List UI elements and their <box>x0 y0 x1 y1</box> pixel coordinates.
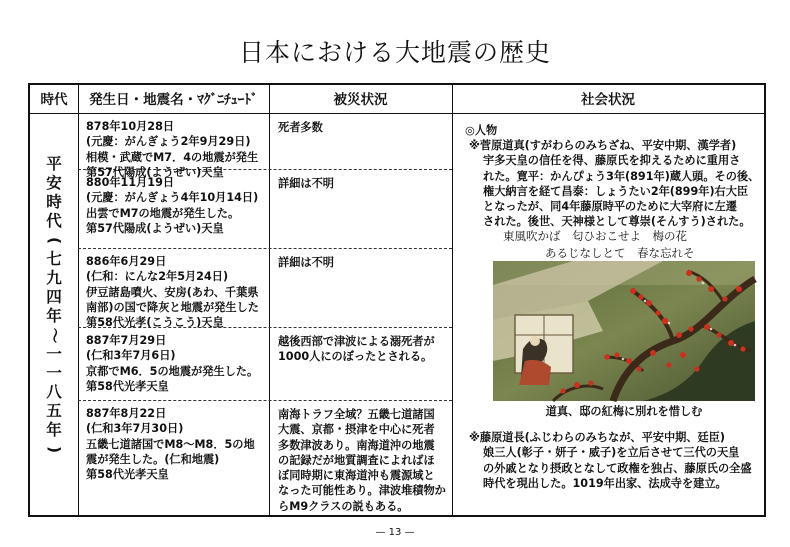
event-line: 五畿七道諸国でM8〜M8．5の地 <box>86 437 255 451</box>
event-cell-887-august <box>78 401 269 515</box>
event-line: 相模・武蔵でM7．4の地震が発生 <box>86 150 259 164</box>
era-heian-vertical: 平 安 時 代 ( 七 九 四 年 〜 一 一 八 五 年 ) <box>45 155 64 454</box>
header-society: 社会状況 <box>581 92 635 108</box>
event-line: 京都でM6．5の地震が発生した。 <box>86 364 259 378</box>
michinaga-line: の外戚となり摂政となして政権を独占、藤原氏の全盛 <box>483 461 752 475</box>
damage-line: 越後西部で津波による溺死者が <box>278 335 435 348</box>
event-cell-887-july <box>78 328 269 400</box>
event-line: (仁和3年7月6日) <box>86 349 176 363</box>
event-line: 出雲でM7の地震が発生した。 <box>86 206 240 220</box>
michizane-line: された。後世、天神様として尊崇(そんすう)された。 <box>483 215 751 229</box>
damage-line: の記録だが地質調査によればほ <box>278 453 435 467</box>
event-line: 880年11月19日 <box>86 176 175 189</box>
event-line: 震が発生した。(仁和地震) <box>86 452 220 466</box>
history-table <box>28 83 766 517</box>
damage-line: 1000人にのぼったとされる。 <box>278 350 433 364</box>
michizane-line: 権大納言を経て昌泰：しょうたい2年(899年)右大臣 <box>483 184 749 198</box>
event-line: 878年10月28日 <box>86 120 175 133</box>
event-line: (仁和：にんな2年5月24日) <box>86 270 229 284</box>
society-heading: ◎人物 <box>465 124 498 137</box>
event-line: 南部)の国で降灰と地震が発生した <box>86 300 259 314</box>
michizane-line: ※菅原道真(すがわらのみちざね、平安中期、漢学者) <box>469 139 737 152</box>
event-line: 886年6月29日 <box>86 255 167 268</box>
damage-line: 大震、京都・摂津を中心に死者 <box>278 423 435 437</box>
header-date-name-magnitude: 発生日・地震名・ﾏｸﾞﾆﾁｭｰﾄﾞ <box>89 92 258 108</box>
event-line: (仁和3年7月30日) <box>86 422 184 436</box>
damage-line: らM9クラスの説もある。 <box>278 499 409 513</box>
header-damage: 被災状況 <box>333 92 388 108</box>
event-line: 第58代光孝天皇 <box>86 379 169 393</box>
michizane-block <box>469 138 759 230</box>
michinaga-block <box>469 430 752 491</box>
damage-cell-887-august <box>269 401 452 515</box>
event-line: 887年7月29日 <box>86 334 167 347</box>
poem-line-1: 東風吹かば 匂ひおこせよ 梅の花 <box>503 229 687 243</box>
event-line: 第57代陽成(ようぜい)天皇 <box>86 165 224 179</box>
event-line: 伊豆諸島噴火、安房(あわ、千葉県 <box>86 285 259 299</box>
michinaga-line: 娘三人(彰子・妍子・威子)を立后させて三代の天皇 <box>483 446 740 460</box>
event-line: 第58代光孝(こうこう)天皇 <box>86 316 224 330</box>
plum-blossom-painting <box>493 261 755 401</box>
michizane-line: れた。寛平：かんぴょう3年(891年)蔵人頭。その後、 <box>483 169 760 183</box>
damage-line: 多数津波あり。南海道沖の地震 <box>278 438 435 452</box>
michizane-line: となったが、同4年藤原時平のために大宰府に左遷 <box>483 200 737 214</box>
society-cell <box>453 114 764 515</box>
event-line: 第58代光孝天皇 <box>86 468 169 482</box>
damage-line: 詳細は不明 <box>278 177 334 190</box>
michinaga-line: ※藤原道長(ふじわらのみちなが、平安中期、廷臣) <box>469 431 726 444</box>
poem-line-2: あるじなしとて 春な忘れそ <box>545 246 695 260</box>
damage-line: 死者多数 <box>278 121 323 134</box>
damage-line: なった可能性あり。津波堆積物か <box>278 484 446 498</box>
header-era: 時代 <box>40 92 68 108</box>
event-line: (元慶：がんぎょう4年10月14日) <box>86 191 259 205</box>
damage-cell-878 <box>269 114 452 169</box>
damage-line: ぼ同時期に東海道沖も震源域と <box>278 469 435 483</box>
damage-line: 南海トラフ全域？五畿七道諸国 <box>278 408 435 421</box>
event-cell-878 <box>78 114 269 179</box>
damage-cell-880 <box>269 170 452 248</box>
page-number: — 13 — <box>375 527 415 538</box>
michizane-line: 宇多天皇の信任を得、藤原氏を抑えるために重用さ <box>483 154 741 168</box>
event-line: 887年8月22日 <box>86 407 167 420</box>
damage-cell-886 <box>269 249 452 327</box>
damage-line: 詳細は不明 <box>278 256 334 269</box>
event-cell-880 <box>78 170 269 248</box>
event-line: (元慶：がんぎょう2年9月29日) <box>86 135 251 149</box>
page-title: 日本における大地震の歴史 <box>238 38 551 67</box>
damage-cell-887-july <box>269 328 452 400</box>
event-line: 第57代陽成(ようぜい)天皇 <box>86 221 224 235</box>
event-cell-886 <box>78 249 269 330</box>
painting-caption: 道真、邸の紅梅に別れを惜しむ <box>545 405 703 418</box>
michinaga-line: 時代を現出した。1019年出家、法成寺を建立。 <box>483 476 727 490</box>
